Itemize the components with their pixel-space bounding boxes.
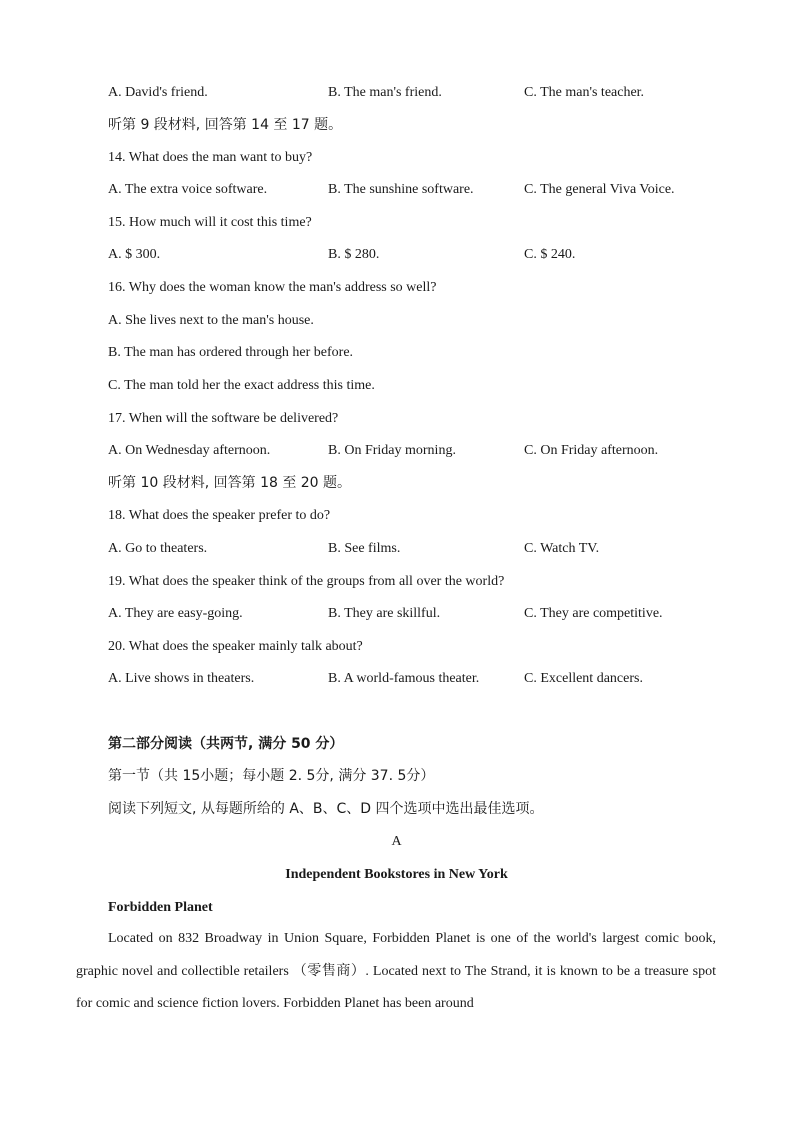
q20-question: 20. What does the speaker mainly talk about? <box>108 639 363 654</box>
q20-option-a: A. Live shows in theaters. <box>108 671 255 686</box>
section-9-heading: 听第 9 段材料, 回答第 14 至 17 题。 <box>108 117 343 133</box>
q15-option-a: A. $ 300. <box>108 247 161 262</box>
q19-question: 19. What does the speaker think of the groups from all over the world? <box>108 574 505 589</box>
reading-instruction: 阅读下列短文, 从每题所给的 A、B、C、D 四个选项中选出最佳选项。 <box>108 801 544 817</box>
q17-question: 17. When will the software be delivered? <box>108 411 339 426</box>
q14-question: 14. What does the man want to buy? <box>108 150 313 165</box>
q13-option-a: A. David's friend. <box>108 85 208 100</box>
q17-option-a: A. On Wednesday afternoon. <box>108 443 271 458</box>
q14-option-c: C. The general Viva Voice. <box>524 182 675 197</box>
passage-paragraph-text: Located on 832 Broadway in Union Square, Forbidden Planet is one of the world's largest comic book, graphic novel and collectible retailers （零售商）. Located next to The Strand, it is known to be a treasure spot for comic and science fiction lovers. Forbidden Planet has been around <box>76 931 716 1011</box>
q13-option-b: B. The man's friend. <box>328 85 442 100</box>
q18-option-a: A. Go to theaters. <box>108 541 208 556</box>
q18-option-c: C. Watch TV. <box>524 541 600 556</box>
q16-question: 16. Why does the woman know the man's address so well? <box>108 280 437 295</box>
q20-option-b: B. A world-famous theater. <box>328 671 480 686</box>
passage-letter: A <box>391 834 402 849</box>
q16-option-a: A. She lives next to the man's house. <box>108 313 314 328</box>
q20-option-c: C. Excellent dancers. <box>524 671 643 686</box>
q14-option-b: B. The sunshine software. <box>328 182 474 197</box>
q19-option-a: A. They are easy-going. <box>108 606 243 621</box>
reading-section-title: 第一节（共 15小题；每小题 2. 5分, 满分 37. 5分） <box>108 768 435 784</box>
passage-title: Independent Bookstores in New York <box>285 867 508 882</box>
q18-question: 18. What does the speaker prefer to do? <box>108 508 331 523</box>
q17-option-b: B. On Friday morning. <box>328 443 456 458</box>
passage-paragraph <box>76 923 716 1021</box>
q18-option-b: B. See films. <box>328 541 401 556</box>
q19-option-b: B. They are skillful. <box>328 606 441 621</box>
q15-question: 15. How much will it cost this time? <box>108 215 312 230</box>
q19-option-c: C. They are competitive. <box>524 606 663 621</box>
q16-option-c: C. The man told her the exact address this time. <box>108 378 375 393</box>
q17-option-c: C. On Friday afternoon. <box>524 443 659 458</box>
q16-option-b: B. The man has ordered through her before. <box>108 345 354 360</box>
reading-part-title: 第二部分阅读（共两节, 满分 50 分） <box>108 736 344 752</box>
store-name-heading: Forbidden Planet <box>108 900 213 915</box>
q14-option-a: A. The extra voice software. <box>108 182 268 197</box>
q15-option-b: B. $ 280. <box>328 247 380 262</box>
section-10-heading: 听第 10 段材料, 回答第 18 至 20 题。 <box>108 475 352 491</box>
q13-option-c: C. The man's teacher. <box>524 85 645 100</box>
q15-option-c: C. $ 240. <box>524 247 576 262</box>
